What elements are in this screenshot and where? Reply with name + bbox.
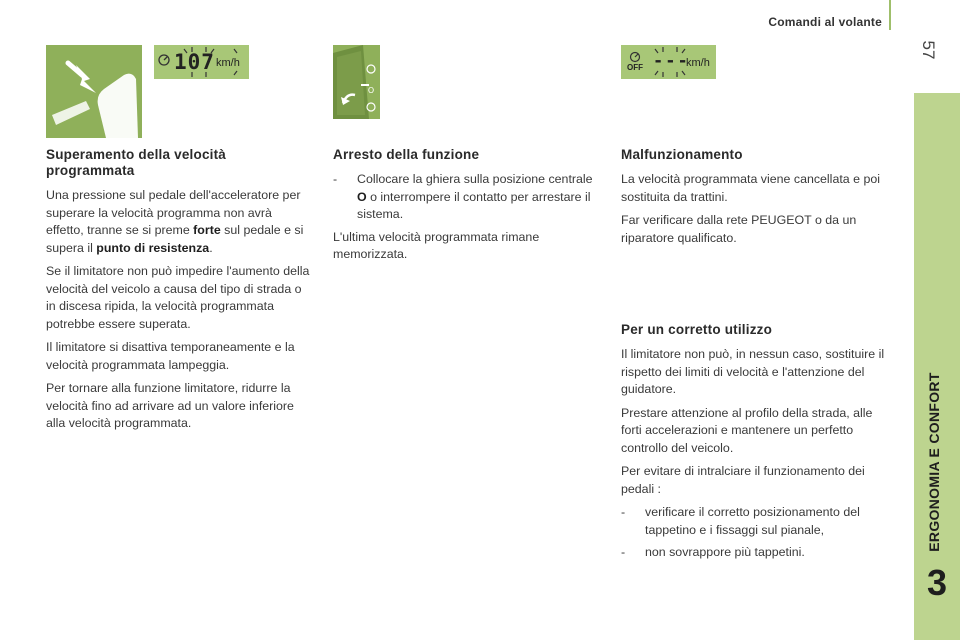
dashes-value: --- bbox=[653, 51, 690, 71]
page-number: 57 bbox=[919, 40, 938, 60]
text-run: Una pressione sul pedale dell'acceleratore per superare la velocità programma non avrà effetto, tranne se si preme bbox=[46, 188, 301, 237]
section-stop-function bbox=[333, 147, 603, 270]
chapter-number: 3 bbox=[926, 562, 948, 603]
chapter-label: ERGONOMIA E CONFORT bbox=[926, 372, 942, 552]
limiter-switch-illustration bbox=[333, 45, 380, 119]
paragraph: La velocità programmata viene cancellata e poi sostituita da trattini. bbox=[621, 172, 880, 204]
pedal-illustration bbox=[46, 45, 142, 138]
section-heading: Arresto della funzione bbox=[333, 147, 480, 162]
speed-display-active bbox=[154, 45, 249, 79]
paragraph: Se il limitatore non può impedire l'aumento della velocità del veicolo a causa del tipo di strada o in discesa ripida, la velocità programmata potrebbe essere superata. bbox=[46, 264, 310, 331]
off-label: OFF bbox=[627, 63, 643, 72]
speed-display-off bbox=[621, 45, 716, 79]
section-exceeding-speed bbox=[46, 147, 311, 439]
list-item-text: verificare il corretto posizionamento del tappetino e i fissaggi sul pianale, bbox=[645, 505, 860, 537]
foot-pedal-icon bbox=[46, 45, 142, 138]
section-correct-use bbox=[621, 322, 896, 567]
bullet-dash: - bbox=[621, 545, 626, 559]
speed-value: 107 bbox=[174, 50, 215, 74]
chapter-side-tab bbox=[914, 93, 960, 640]
paragraph bbox=[46, 187, 311, 257]
paragraph: Far verificare dalla rete PEUGEOT o da un riparatore qualificato. bbox=[621, 213, 857, 245]
paragraph: L'ultima velocità programmata rimane memorizzata. bbox=[333, 229, 540, 261]
bullet-dash: - bbox=[621, 505, 626, 519]
paragraph: Il limitatore non può, in nessun caso, sostituire il rispetto dei limiti di velocità e l'attenzione del guidatore. bbox=[621, 347, 885, 396]
speed-unit: km/h bbox=[216, 57, 240, 69]
paragraph: Per tornare alla funzione limitatore, ridurre la velocità fino ad arrivare ad un valore inferiore alla velocità programmata. bbox=[46, 381, 294, 430]
bold-text: punto di resistenza bbox=[96, 240, 210, 255]
text-run: o interrompere il contatto per arrestare il sistema. bbox=[357, 189, 591, 221]
running-header: Comandi al volante bbox=[768, 15, 882, 29]
bullet-dash: - bbox=[333, 172, 338, 186]
text-run: . bbox=[209, 240, 213, 255]
thumbwheel-icon bbox=[333, 45, 380, 119]
list-item bbox=[621, 544, 896, 562]
bold-text: O bbox=[357, 189, 367, 204]
text-run: sul pedale e si supera il bbox=[46, 223, 304, 255]
list-item bbox=[333, 171, 603, 224]
list-item-text bbox=[357, 171, 603, 224]
list-item-text: non sovrappore più tappetini. bbox=[645, 545, 805, 559]
section-heading: Superamento della velocità programmata bbox=[46, 147, 227, 178]
svg-text:O: O bbox=[367, 86, 375, 95]
header-divider bbox=[889, 0, 891, 30]
speed-unit: km/h bbox=[686, 57, 710, 69]
list-item bbox=[621, 504, 896, 539]
paragraph: Prestare attenzione al profilo della strada, alle forti accelerazioni e mantenere un perfetto controllo del veicolo. bbox=[621, 405, 873, 455]
section-malfunction bbox=[621, 147, 896, 253]
paragraph: Il limitatore si disattiva temporaneamente e la velocità programmata lampeggia. bbox=[46, 340, 295, 372]
section-heading: Per un corretto utilizzo bbox=[621, 322, 773, 337]
paragraph: Per evitare di intralciare il funzionamento dei pedali : bbox=[621, 464, 865, 496]
text-run: Collocare la ghiera sulla posizione centrale bbox=[357, 172, 593, 186]
bold-text: forte bbox=[193, 223, 221, 237]
section-heading: Malfunzionamento bbox=[621, 147, 743, 162]
